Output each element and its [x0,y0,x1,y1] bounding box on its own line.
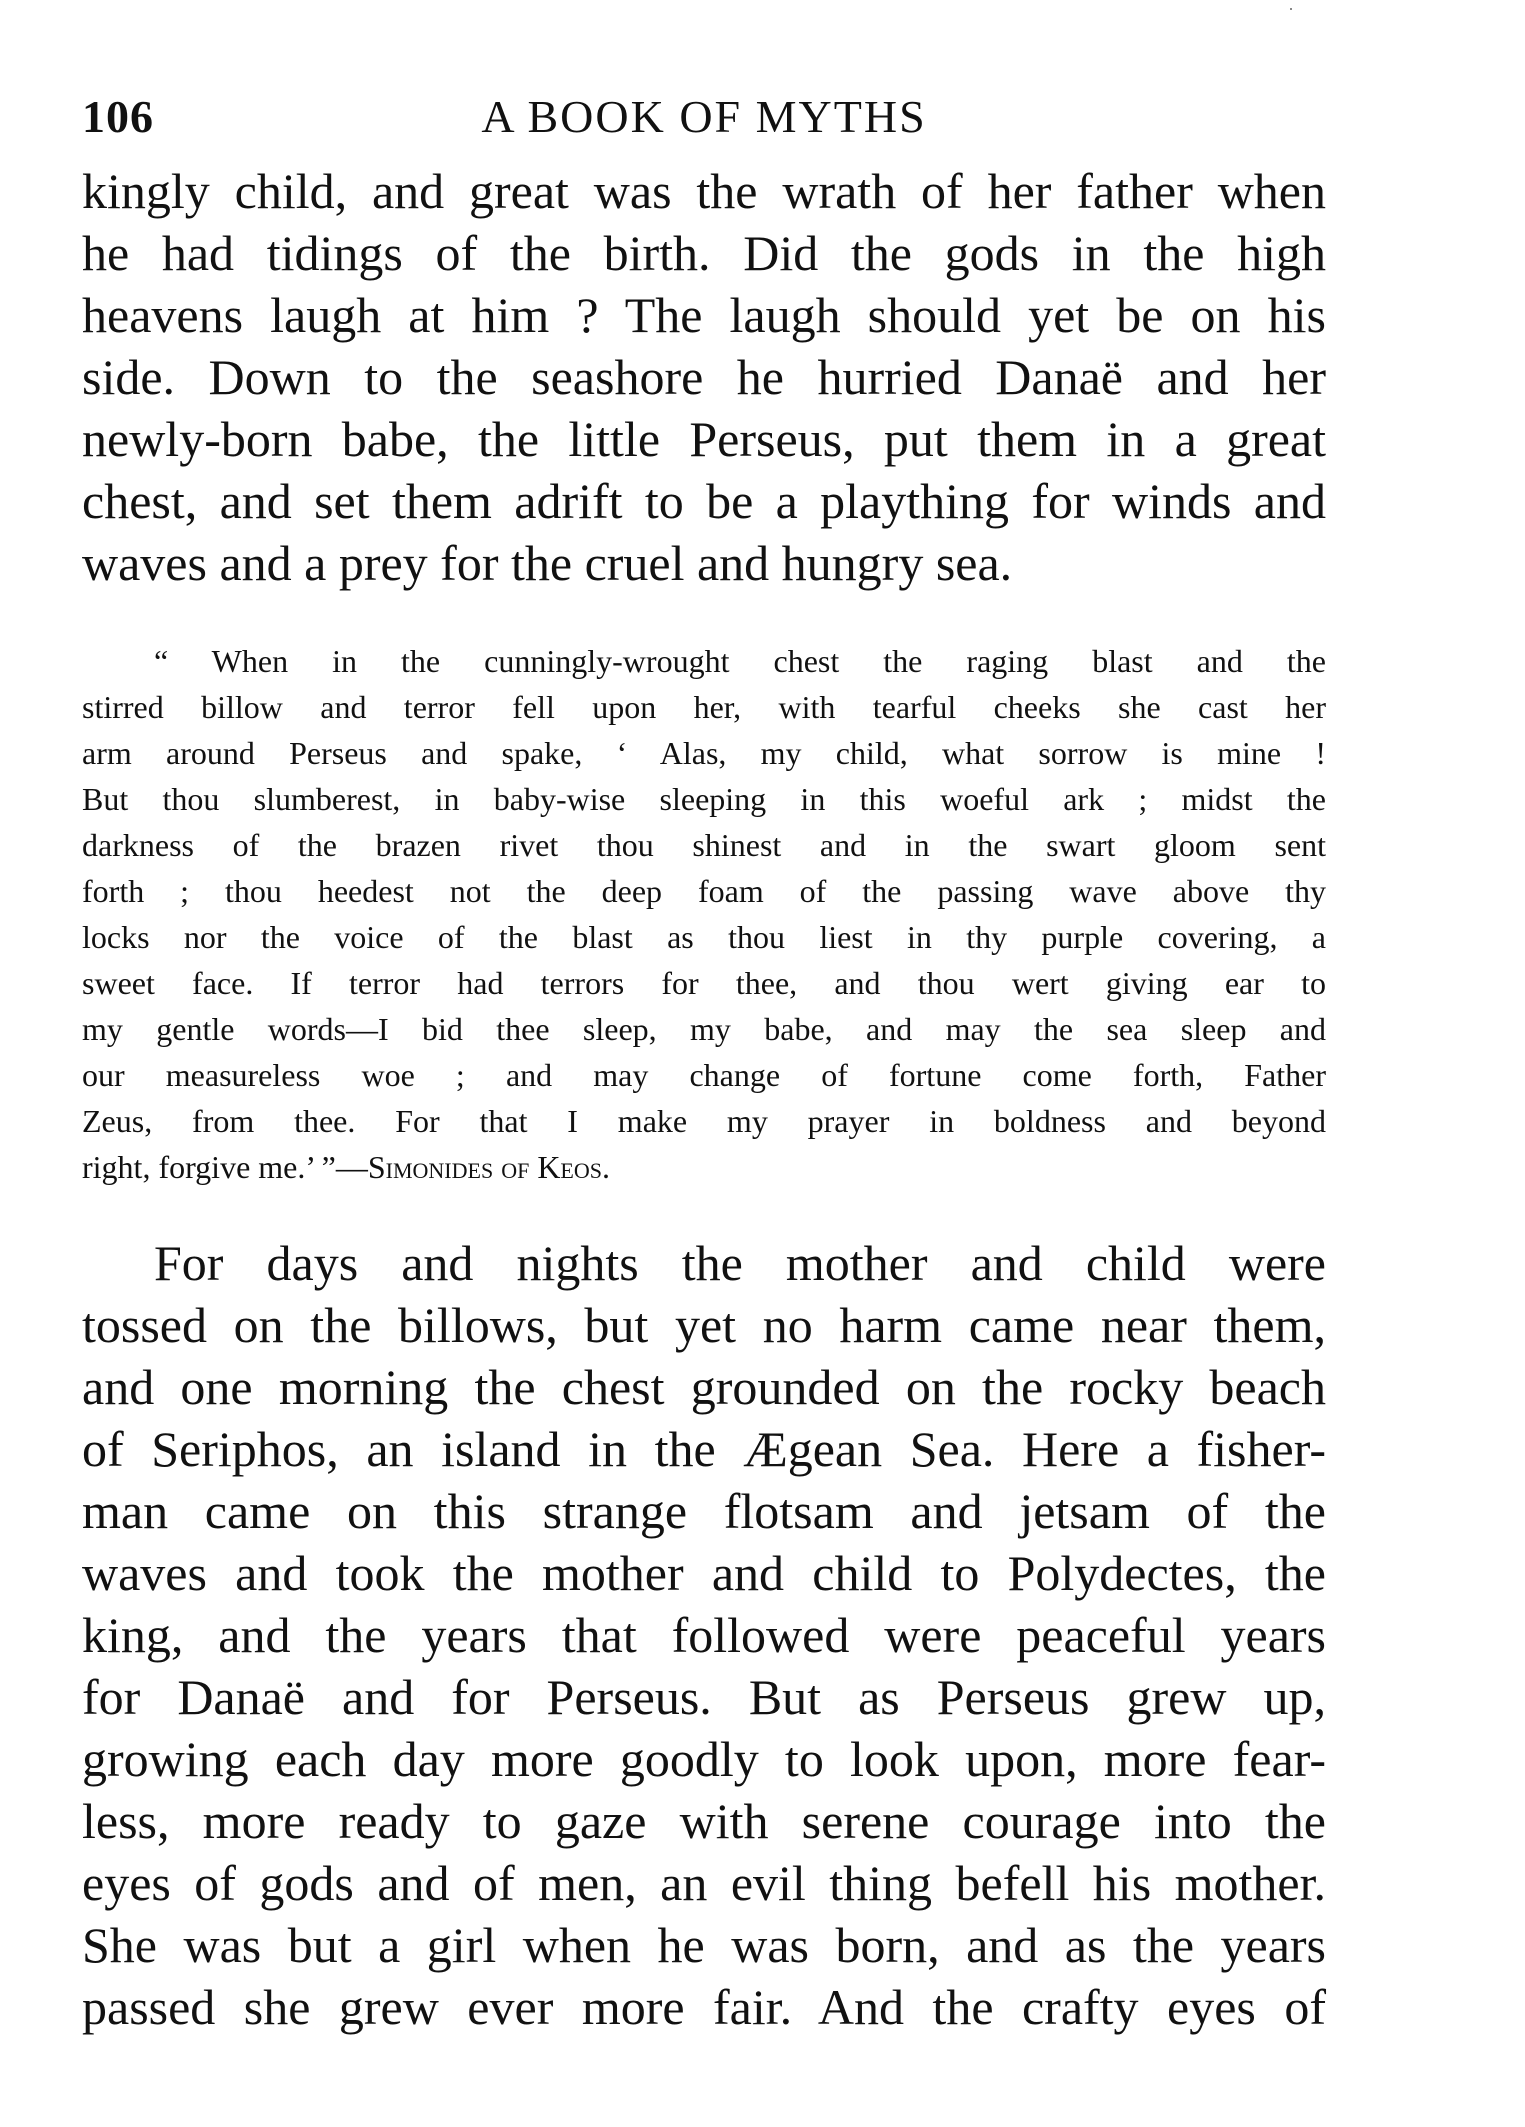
paragraph-line: man came on this strange flotsam and jetsam of the [82,1483,1326,1539]
paragraph-line: side. Down to the seashore he hurried Danaë and her [82,349,1326,405]
paragraph-line: tossed on the billows, but yet no harm came near them, [82,1297,1326,1353]
quote-line: arm around Perseus and spake, ‘ Alas, my child, what sorrow is mine ! [82,735,1326,771]
quote-closing-text: right, forgive me.’ ”— [82,1149,368,1185]
quote-line: forth ; thou heedest not the deep foam of the passing wave above thy [82,873,1326,909]
paragraph-line: less, more ready to gaze with serene courage into the [82,1793,1326,1849]
page-number: 106 [82,91,154,142]
quote-line: darkness of the brazen rivet thou shinest and in the swart gloom sent [82,827,1326,863]
quote-line: sweet face. If terror had terrors for thee, and thou wert giving ear to [82,965,1326,1001]
paragraph-line: passed she grew ever more fair. And the crafty eyes of [82,1979,1326,2035]
paragraph-line: and one morning the chest grounded on the rocky beach [82,1359,1326,1415]
scan-speck [1290,8,1292,10]
quote-last-line [82,1144,1326,1190]
book-title: A BOOK OF MYTHS [481,91,927,142]
paragraph-line: chest, and set them adrift to be a plaything for winds and [82,473,1326,529]
paragraph-line: eyes of gods and of men, an evil thing befell his mother. [82,1855,1326,1911]
paragraph-line: For days and nights the mother and child were [154,1235,1326,1291]
quote-line: Zeus, from thee. For that I make my prayer in boldness and beyond [82,1103,1326,1139]
paragraph-line: for Danaë and for Perseus. But as Perseus grew up, [82,1669,1326,1725]
quote-line: locks nor the voice of the blast as thou liest in thy purple covering, a [82,919,1326,955]
paragraph-line: of Seriphos, an island in the Ægean Sea. Here a fisher- [82,1421,1326,1477]
paragraph-line: heavens laugh at him ? The laugh should yet be on his [82,287,1326,343]
quote-line: our measureless woe ; and may change of fortune come forth, Father [82,1057,1326,1093]
paragraph-line: he had tidings of the birth. Did the gods in the high [82,225,1326,281]
paragraph-line: She was but a girl when he was born, and as the years [82,1917,1326,1973]
paragraph-line: kingly child, and great was the wrath of her father when [82,163,1326,219]
paragraph-line: king, and the years that followed were peaceful years [82,1607,1326,1663]
block-quote [82,638,1326,1190]
running-head [82,80,1326,150]
quote-line: “ When in the cunningly-wrought chest the raging blast and the [154,643,1326,679]
paragraph-2 [82,1232,1326,2038]
quote-line: my gentle words—I bid thee sleep, my babe, and may the sea sleep and [82,1011,1326,1047]
quote-attribution: Simonides of Keos. [367,1149,610,1185]
paragraph-line: newly-born babe, the little Perseus, put them in a great [82,411,1326,467]
paragraph-1 [82,160,1326,594]
paragraph-line: waves and took the mother and child to Polydectes, the [82,1545,1326,1601]
quote-line: stirred billow and terror fell upon her, with tearful cheeks she cast her [82,689,1326,725]
paragraph-line: waves and a prey for the cruel and hungry sea. [82,535,1013,591]
paragraph-line: growing each day more goodly to look upon, more fear- [82,1731,1326,1787]
book-page [82,80,1326,2038]
quote-line: But thou slumberest, in baby-wise sleeping in this woeful ark ; midst the [82,781,1326,817]
